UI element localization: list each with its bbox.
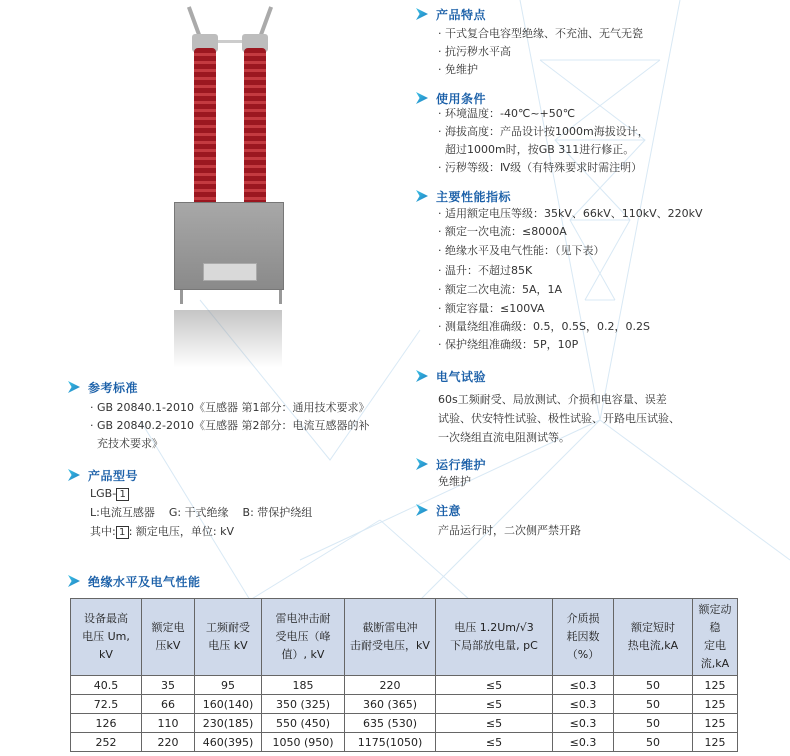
table-cell: 460(395) bbox=[195, 733, 262, 752]
table-cell: ≤0.3 bbox=[553, 676, 614, 695]
model-prefix: LGB- bbox=[90, 487, 117, 500]
performance-item: · 额定二次电流：5A，1A bbox=[438, 283, 563, 296]
header-um: 设备最高 电压 Um, kV bbox=[71, 599, 142, 676]
header-short-time-current: 额定短时 热电流,kA bbox=[614, 599, 693, 676]
table-header-row bbox=[71, 599, 738, 676]
header-chopped-impulse: 截断雷电冲 击耐受电压，kV bbox=[345, 599, 436, 676]
header-partial-discharge: 电压 1.2Um/√3 下局部放电量, pC bbox=[436, 599, 553, 676]
performance-heading bbox=[416, 186, 511, 206]
support-legs bbox=[180, 290, 282, 304]
tests-line: 60s工频耐受、局放测试、介损和电容量、误差 bbox=[438, 393, 667, 406]
performance-item: · 保护绕组准确级：5P，10P bbox=[438, 338, 579, 351]
arrow-icon bbox=[416, 8, 428, 20]
header-dielectric-loss: 介质损 耗因数 （%） bbox=[553, 599, 614, 676]
model-code bbox=[90, 484, 129, 503]
notice-title: 注意 bbox=[436, 503, 462, 518]
table-cell: ≤5 bbox=[436, 676, 553, 695]
table-cell: 50 bbox=[614, 714, 693, 733]
features-item: · 免维护 bbox=[438, 63, 478, 76]
standards-line: 充技术要求》 bbox=[90, 437, 163, 450]
model-note-suffix: : 额定电压，单位: kV bbox=[128, 525, 235, 538]
conditions-title: 使用条件 bbox=[436, 91, 487, 106]
table-cell: 72.5 bbox=[71, 695, 142, 714]
tests-line: 一次绕组直流电阻测试等。 bbox=[438, 431, 570, 444]
table-row bbox=[71, 695, 738, 714]
table-cell: 40.5 bbox=[71, 676, 142, 695]
standards-line: · GB 20840.1-2010《互感器 第1部分：通用技术要求》 bbox=[90, 401, 370, 414]
insulation-performance-table bbox=[70, 598, 738, 752]
table-cell: 360 (365) bbox=[345, 695, 436, 714]
maintenance-title: 运行维护 bbox=[436, 457, 487, 472]
table-cell: 126 bbox=[71, 714, 142, 733]
model-legend: L:电流互感器 G: 干式绝缘 B: 带保护绕组 bbox=[90, 506, 313, 519]
notice-heading bbox=[416, 500, 461, 520]
header-power-freq: 工频耐受 电压 kV bbox=[195, 599, 262, 676]
conditions-item: · 环境温度：-40℃~+50℃ bbox=[438, 107, 576, 120]
tests-line: 试验、伏安特性试验、极性试验、开路电压试验、 bbox=[438, 412, 680, 425]
terminal-prong bbox=[259, 6, 273, 36]
notice-text: 产品运行时，二次侧严禁开路 bbox=[438, 524, 581, 537]
table-title: 绝缘水平及电气性能 bbox=[88, 574, 201, 589]
product-image bbox=[170, 0, 290, 370]
table-cell: ≤0.3 bbox=[553, 695, 614, 714]
nameplate bbox=[203, 263, 257, 281]
model-note-prefix: 其中: bbox=[90, 525, 116, 538]
table-cell: 125 bbox=[693, 695, 738, 714]
table-cell: ≤5 bbox=[436, 695, 553, 714]
table-cell: 230(185) bbox=[195, 714, 262, 733]
table-cell: 95 bbox=[195, 676, 262, 695]
standards-title: 参考标准 bbox=[88, 380, 139, 395]
arrow-icon bbox=[416, 190, 428, 202]
table-cell: 125 bbox=[693, 733, 738, 752]
header-lightning-impulse: 雷电冲击耐 受电压（峰 值）, kV bbox=[262, 599, 345, 676]
image-reflection bbox=[174, 310, 282, 368]
tests-title: 电气试验 bbox=[436, 369, 487, 384]
conditions-item: 超过1000m时，按GB 311进行修正。 bbox=[438, 143, 635, 156]
arrow-icon bbox=[68, 381, 80, 393]
model-note-box: 1 bbox=[116, 526, 129, 539]
header-rated-voltage: 额定电 压kV bbox=[142, 599, 195, 676]
table-cell: 220 bbox=[142, 733, 195, 752]
table-cell: ≤0.3 bbox=[553, 733, 614, 752]
model-heading bbox=[68, 465, 138, 485]
performance-item: · 测量绕组准确级：0.5，0.5S，0.2，0.2S bbox=[438, 320, 650, 333]
performance-item: · 额定容量：≤100VA bbox=[438, 302, 545, 315]
table-heading bbox=[68, 571, 201, 591]
table-cell: 50 bbox=[614, 733, 693, 752]
conditions-item: · 海拔高度：产品设计按1000m海拔设计， bbox=[438, 125, 649, 138]
model-note bbox=[90, 522, 234, 541]
table-cell: 160(140) bbox=[195, 695, 262, 714]
features-item: · 抗污秽水平高 bbox=[438, 45, 511, 58]
table-cell: 50 bbox=[614, 695, 693, 714]
performance-item: · 温升：不超过85K bbox=[438, 264, 533, 277]
performance-item: · 适用额定电压等级：35kV、66kV、110kV、220kV bbox=[438, 207, 703, 220]
table-row bbox=[71, 676, 738, 695]
table-cell: 125 bbox=[693, 676, 738, 695]
arrow-icon bbox=[416, 370, 428, 382]
table-cell: ≤0.3 bbox=[553, 714, 614, 733]
table-cell: 1050 (950) bbox=[262, 733, 345, 752]
arrow-icon bbox=[416, 92, 428, 104]
conditions-item: · 污秽等级：Ⅳ级（有特殊要求时需注明） bbox=[438, 161, 643, 174]
table-cell: ≤5 bbox=[436, 733, 553, 752]
table-cell: 110 bbox=[142, 714, 195, 733]
arrow-icon bbox=[416, 504, 428, 516]
model-title: 产品型号 bbox=[88, 468, 139, 483]
performance-item: · 额定一次电流：≤8000A bbox=[438, 225, 567, 238]
features-item: · 干式复合电容型绝缘、不充油、无气无瓷 bbox=[438, 27, 643, 40]
standards-line: · GB 20840.2-2010《互感器 第2部分：电流互感器的补 bbox=[90, 419, 370, 432]
terminal-prong bbox=[187, 6, 201, 36]
header-dynamic-current: 额定动稳 定电流,kA bbox=[693, 599, 738, 676]
tests-heading bbox=[416, 366, 486, 386]
arrow-icon bbox=[68, 575, 80, 587]
features-heading bbox=[416, 4, 486, 24]
table-cell: 185 bbox=[262, 676, 345, 695]
table-cell: 220 bbox=[345, 676, 436, 695]
table-cell: 550 (450) bbox=[262, 714, 345, 733]
arrow-icon bbox=[68, 469, 80, 481]
transformer-housing bbox=[174, 202, 284, 290]
table-cell: 66 bbox=[142, 695, 195, 714]
table-cell: 350 (325) bbox=[262, 695, 345, 714]
model-box: 1 bbox=[116, 488, 129, 501]
performance-title: 主要性能指标 bbox=[436, 189, 512, 204]
maintenance-heading bbox=[416, 454, 486, 474]
table-row bbox=[71, 733, 738, 752]
standards-heading bbox=[68, 377, 138, 397]
table-row bbox=[71, 714, 738, 733]
features-title: 产品特点 bbox=[436, 7, 487, 22]
insulator-column bbox=[194, 48, 216, 208]
table-cell: 635 (530) bbox=[345, 714, 436, 733]
table-cell: ≤5 bbox=[436, 714, 553, 733]
performance-item: · 绝缘水平及电气性能：（见下表） bbox=[438, 244, 605, 257]
arrow-icon bbox=[416, 458, 428, 470]
table-cell: 252 bbox=[71, 733, 142, 752]
table-cell: 1175(1050) bbox=[345, 733, 436, 752]
maintenance-text: 免维护 bbox=[438, 475, 471, 488]
table-cell: 35 bbox=[142, 676, 195, 695]
insulator-column bbox=[244, 48, 266, 208]
table-cell: 125 bbox=[693, 714, 738, 733]
table-cell: 50 bbox=[614, 676, 693, 695]
